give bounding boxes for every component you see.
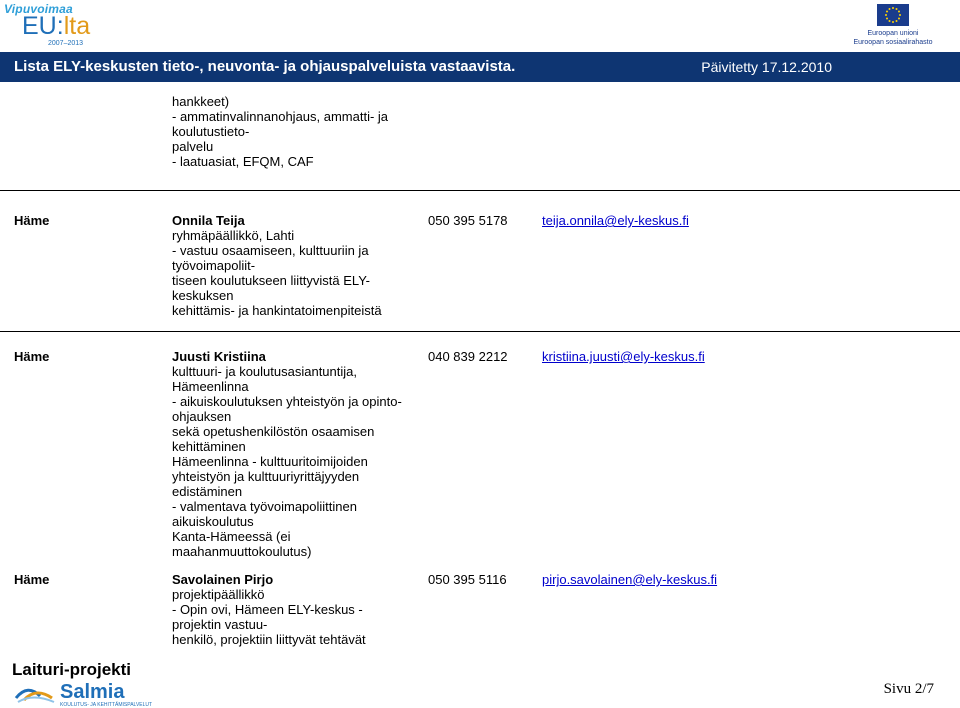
- salmia-waves-icon: [14, 682, 56, 704]
- logo-eu-text: EU:lta: [22, 12, 91, 40]
- salmia-subtitle: KOULUTUS- JA KEHITTÄMISPALVELUT: [60, 702, 153, 708]
- region-label: Häme: [14, 213, 50, 228]
- title-bar: [0, 52, 960, 82]
- table-row: [0, 82, 960, 191]
- row-description: Onnila Teija ryhmäpäällikkö, Lahti - vastuu osaamiseen, kulttuuriin ja työvoimapoliit- tiseen koulutukseen liittyvistä ELY- keskuksen kehittämis- ja hankintatoimenpiteistä: [172, 213, 404, 318]
- salmia-text: Salmia: [60, 681, 125, 703]
- eu-flag-icon: [877, 4, 909, 26]
- table-row: [0, 566, 960, 656]
- updated-date: Päivitetty 17.12.2010: [701, 59, 832, 75]
- email-link[interactable]: pirjo.savolainen@ely-keskus.fi: [542, 572, 718, 587]
- logo-vipuvoimaa-text: Vipuvoimaa: [4, 2, 73, 16]
- region-label: Häme: [14, 349, 50, 364]
- email-link[interactable]: kristiina.juusti@ely-keskus.fi: [542, 349, 705, 364]
- phone-number: 050 395 5116: [428, 572, 507, 587]
- eu-social-fund-logo: [838, 4, 948, 48]
- contact-name: Juusti Kristiina: [172, 349, 266, 364]
- row-description: Savolainen Pirjo projektipäällikkö - Opin ovi, Hämeen ELY-keskus - projektin vastuu- henkilö, projektiin liittyvät tehtävät: [172, 572, 404, 647]
- email-link[interactable]: teija.onnila@ely-keskus.fi: [542, 213, 689, 228]
- region-label: Häme: [14, 572, 50, 587]
- contact-name: Savolainen Pirjo: [172, 572, 274, 587]
- contact-name: Onnila Teija: [172, 213, 245, 228]
- phone-number: 050 395 5178: [428, 213, 508, 228]
- laituri-salmia-logo: [12, 660, 153, 708]
- contacts-table: [0, 82, 960, 656]
- page-title: Lista ELY-keskusten tieto-, neuvonta- ja ohjauspalveluista vastaavista.: [14, 58, 516, 75]
- row-description: Juusti Kristiina kulttuuri- ja koulutusasiantuntija, Hämeenlinna - aikuiskoulutuksen yhteistyön ja opinto- ohjauksen sekä opetushenkilöstön osaamisen kehittäminen Hämeenlinna - kulttuuritoimijoiden yhteistyön ja kulttuuriyrittäjyyden edistäminen - valmentava työvoimapoliittinen aikuiskoulutus Kanta-Hämeessä (ei maahanmuuttokoulutus): [172, 349, 404, 559]
- eu-label: Euroopan unioni: [867, 30, 919, 37]
- page-number: Sivu 2/7: [883, 681, 934, 697]
- row-description: hankkeet) - ammatinvalinnanohjaus, ammatti- ja koulutustieto- palvelu - laatuasiat, EFQM, CAF: [172, 94, 389, 169]
- phone-number: 040 839 2212: [428, 349, 508, 364]
- table-row: [0, 191, 960, 332]
- table-row: [0, 332, 960, 566]
- vipuvoimaa-eu-logo: [4, 2, 114, 50]
- esf-label: Euroopan sosiaalirahasto: [853, 39, 933, 46]
- project-name: Laituri-projekti: [12, 660, 132, 679]
- logo-years: 2007–2013: [48, 40, 84, 47]
